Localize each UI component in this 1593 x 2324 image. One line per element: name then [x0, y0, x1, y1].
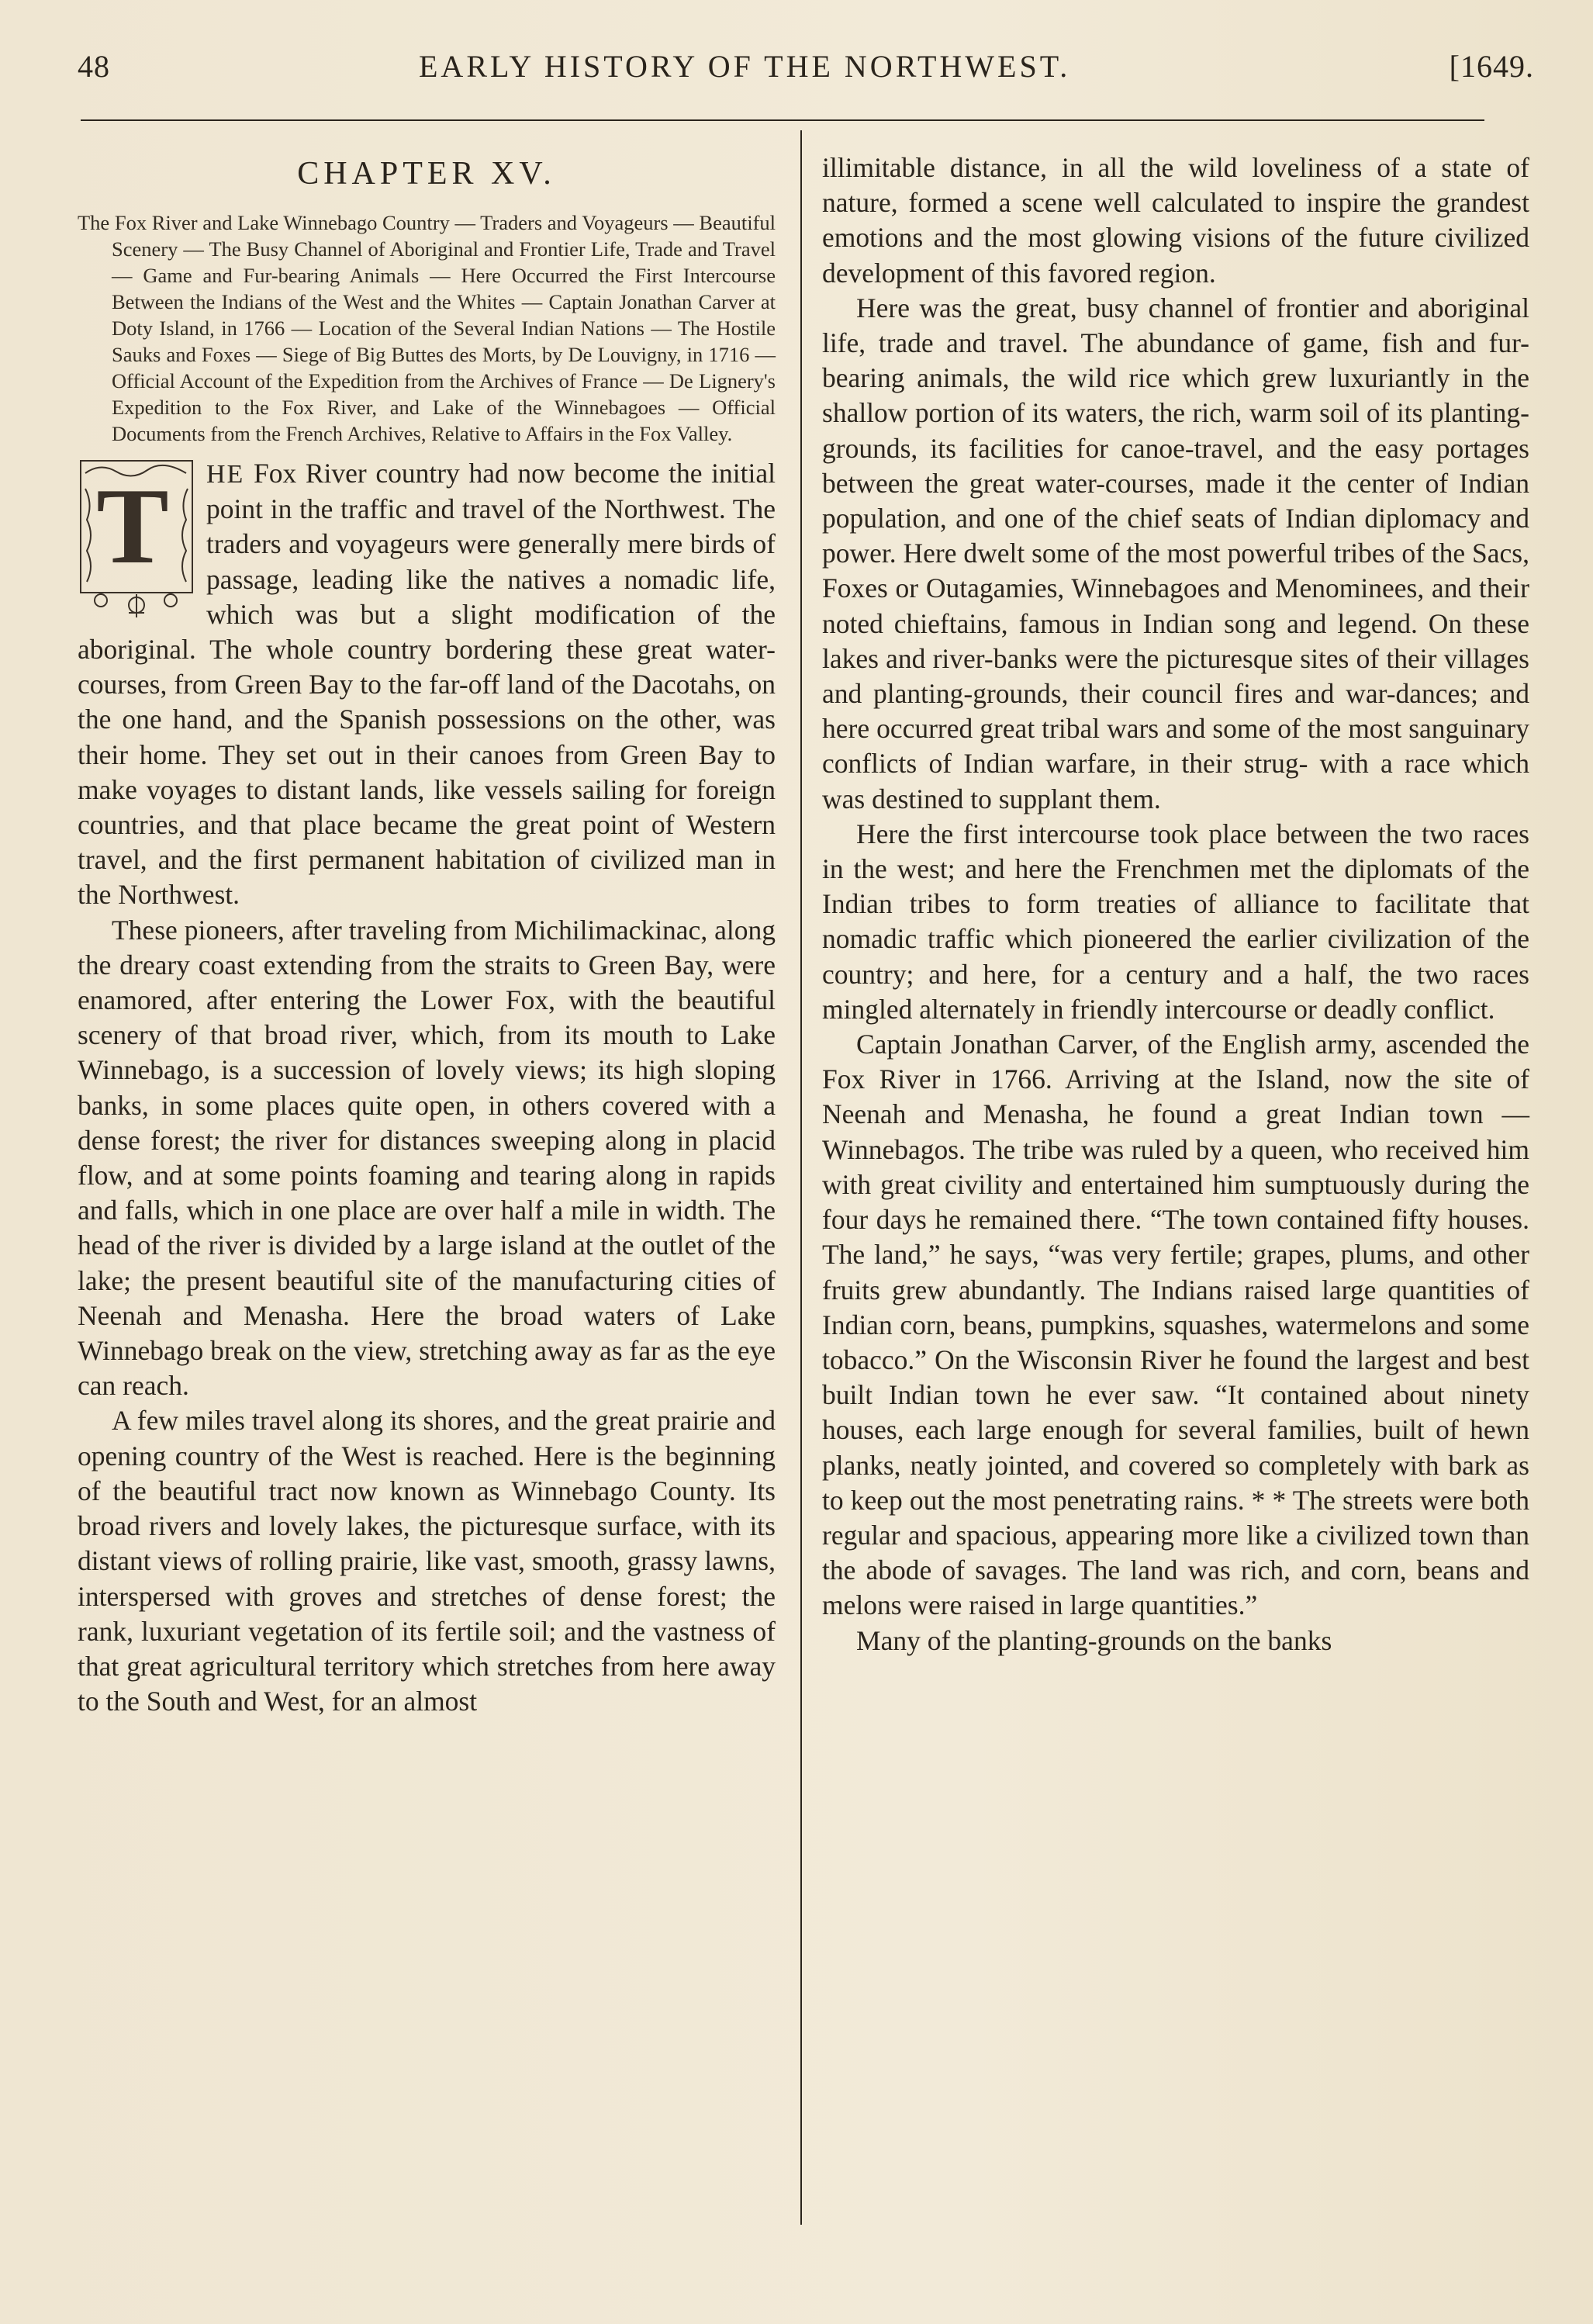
- paragraph: A few miles travel along its shores, and the great prairie and opening country of the West is reached. Here is the beginning of the beautiful tract now known as Winnebago County. Its broad rivers and lovely lakes, the picturesque surface, with its distant views of rolling prairie, like vast, smooth, grassy lawns, interspersed with groves and stretches of dense forest; the rank, luxuriant vegetation of its fertile soil; and the vastness of that great agricultural territory which stretches from here away to the South and West, for an almost: [78, 1405, 776, 1717]
- dropcap-continuation: HE: [206, 460, 245, 489]
- running-title: EARLY HISTORY OF THE NORTHWEST.: [419, 49, 1071, 84]
- paragraph: [78, 456, 776, 913]
- right-column: [822, 150, 1529, 1658]
- paragraph: illimitable distance, in all the wild loveliness of a state of nature, formed a scene well calculated to inspire the grandest emotions and the most glowing visions of the future civilized development of this favored region.: [822, 152, 1529, 289]
- paragraph: Here the first intercourse took place between the two races in the west; and here the Frenchmen met the diplomats of the Indian tribes to form treaties of alliance to facilitate that nomadic traffic which pioneered the earlier civilization of the country; and here, for a century and a half, the two races mingled alternately in friendly intercourse or deadly conflict.: [822, 818, 1529, 1025]
- page-number: 48: [78, 49, 110, 84]
- paragraph: These pioneers, after traveling from Michilimackinac, along the dreary coast extending from the straits to Green Bay, were enamored, after entering the Lower Fox, with the beautiful scenery of that broad river, which, from its mouth to Lake Winnebago, is a succession of lovely views; its high sloping banks, in some places quite open, in others covered with a dense forest; the river for distances sweeping along in placid flow, and at some points foaming and tearing along in rapids and falls, which in one place are over half a mile in width. The head of the river is divided by a large island at the outlet of the lake; the present beautiful site of the manufacturing cities of Neenah and Menasha. Here the broad waters of Lake Winnebago break on the view, stretching away as far as the eye can reach.: [78, 914, 776, 1402]
- paragraph-text: Fox River country had now become the initial point in the traffic and travel of the Northwest. The traders and voyageurs were generally mere birds of passage, leading like the natives a nomadic life, which was but a slight modification of the aboriginal. The whole country bordering these great water-courses, from Green Bay to the far-off land of the Dacotahs, on the one hand, and the Spanish possessions on the other, was their home. They set out in their canoes from Green Bay to make voyages to distant lands, like vessels sailing for foreign countries, and that place became the great point of Western travel, and the first permanent habitation of civilized man in the Northwest.: [78, 458, 776, 911]
- header-rule: [81, 119, 1484, 121]
- column-divider: [800, 130, 802, 2225]
- paragraph: Here was the great, busy channel of frontier and aboriginal life, trade and travel. The abundance of game, fish and fur-bearing animals, the wild rice which grew luxuriantly in the shallow portion of its waters, the rich, warm soil of its planting-grounds, its facilities for canoe-travel, and the easy portages between the great water-courses, made it the center of Indian population, and one of the chief seats of Indian diplomacy and power. Here dwelt some of the most powerful tribes of the Sacs, Foxes or Outagamies, Winnebagoes and Menominees, and their noted chieftains, famous in Indian song and legend. On these lakes and river-banks were the picturesque sites of their villages and planting-grounds, their council fires and war-dances; and here occurred great tribal wars and some of the most sanguinary conflicts of Indian warfare, in their strug- with a race which was destined to supplant them.: [822, 292, 1529, 814]
- chapter-synopsis: The Fox River and Lake Winnebago Country — Traders and Voyageurs — Beautiful Scenery — The Busy Channel of Aboriginal and Frontier Life, Trade and Travel — Game and Fur-bearing Animals — Here Occurred the First Intercourse Between the Indians of the West and the Whites — Captain Jonathan Carver at Doty Island, in 1766 — Location of the Several Indian Nations — The Hostile Sauks and Foxes — Siege of Big Buttes des Morts, by De Louvigny, in 1716 — Official Account of the Expedition from the Archives of France — De Lignery's Expedition to the Fox River, and Lake of the Winnebagoes — Official Documents from the French Archives, Relative to Affairs in the Fox Valley.: [78, 211, 776, 445]
- year-marker: [1649.: [1449, 49, 1534, 84]
- running-header: [78, 48, 1534, 95]
- ornamental-dropcap: [78, 458, 195, 621]
- dropcap-letter: T: [96, 466, 169, 586]
- paragraph: Captain Jonathan Carver, of the English army, ascended the Fox River in 1766. Arriving at the Island, now the site of Neenah and Menasha, he found a great Indian town — Winnebagos. The tribe was ruled by a queen, who received him with great civility and entertained him sumptuously during the four days he remained there. “The town contained fifty houses. The land,” he says, “was very fertile; grapes, plums, and other fruits grew abundantly. The Indians raised large quantities of Indian corn, beans, pumpkins, squashes, watermelons and some tobacco.” On the Wisconsin River he found the largest and best built Indian town he ever saw. “It contained about ninety houses, each large enough for several families, built of hewn planks, neatly jointed, and covered so completely with bark as to keep out the most penetrating rains. * * The streets were both regular and spacious, appearing more like a civilized town than the abode of savages. The land was rich, and corn, beans and melons were raised in large quantities.”: [822, 1029, 1529, 1621]
- left-column: [78, 147, 776, 1719]
- chapter-heading: CHAPTER XV.: [297, 156, 556, 192]
- paragraph: Many of the planting-grounds on the banks: [856, 1624, 1332, 1656]
